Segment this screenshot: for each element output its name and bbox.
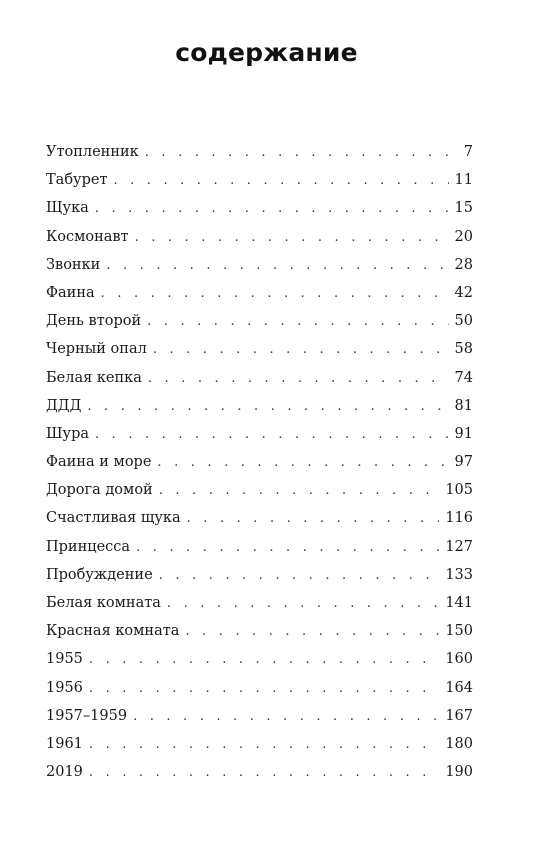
table-of-contents <box>46 144 473 792</box>
dot-leader <box>135 230 449 245</box>
page-title: содержание <box>175 38 358 67</box>
toc-entry-title: Фаина <box>46 284 95 301</box>
toc-entry-page-number: 180 <box>445 735 473 752</box>
toc-entry <box>46 510 473 538</box>
toc-entry-title: Черный опал <box>46 341 147 358</box>
toc-entry-title: Белая комната <box>46 595 161 611</box>
toc-entry-page-number: 141 <box>445 595 473 611</box>
toc-entry <box>46 567 473 595</box>
toc-entry <box>46 651 473 679</box>
toc-entry <box>46 144 473 172</box>
toc-entry <box>46 398 473 426</box>
dot-leader <box>148 371 449 386</box>
toc-entry-page-number: 116 <box>445 510 473 527</box>
toc-entry-page-number: 160 <box>445 651 473 668</box>
dot-leader <box>167 596 439 611</box>
toc-entry <box>46 257 473 285</box>
dot-leader <box>89 681 439 696</box>
toc-entry-page-number: 190 <box>445 764 473 781</box>
toc-entry-page-number: 91 <box>454 425 473 442</box>
dot-leader <box>106 258 448 273</box>
toc-entry-page-number: 50 <box>454 313 473 330</box>
toc-entry-title: Щука <box>46 200 89 217</box>
toc-entry-title: Белая кепка <box>46 369 142 386</box>
toc-entry <box>46 708 473 736</box>
toc-entry-title: Фаина и море <box>46 454 152 471</box>
toc-entry-title: Шура <box>46 425 90 442</box>
dot-leader <box>153 342 449 357</box>
toc-entry-title: ДДД <box>46 397 82 414</box>
toc-entry <box>46 764 473 792</box>
toc-entry-page-number: 11 <box>454 172 473 189</box>
dot-leader <box>113 173 448 188</box>
toc-entry-title: День второй <box>46 313 142 330</box>
toc-entry-page-number: 42 <box>454 284 473 301</box>
toc-entry-title: Принцесса <box>46 538 131 555</box>
dot-leader <box>185 624 439 639</box>
toc-entry <box>46 200 473 228</box>
dot-leader <box>89 652 439 667</box>
toc-entry-title: Счастливая щука <box>46 510 181 527</box>
toc-entry <box>46 172 473 200</box>
toc-entry-page-number: 15 <box>454 200 473 217</box>
toc-entry-page-number: 133 <box>445 566 473 583</box>
dot-leader <box>136 540 439 555</box>
dot-leader <box>95 427 449 442</box>
dot-leader <box>87 399 448 414</box>
toc-entry-page-number: 20 <box>454 228 473 245</box>
toc-entry-page-number: 81 <box>454 397 473 414</box>
dot-leader <box>145 145 453 160</box>
dot-leader <box>95 201 449 216</box>
toc-entry <box>46 482 473 510</box>
toc-entry-title: Табурет <box>46 172 108 189</box>
toc-entry <box>46 736 473 764</box>
toc-entry <box>46 285 473 313</box>
dot-leader <box>157 455 448 470</box>
dot-leader <box>89 765 439 780</box>
toc-entry-page-number: 74 <box>454 369 473 386</box>
toc-entry-page-number: 167 <box>445 707 473 724</box>
toc-entry-title: Пробуждение <box>46 566 153 583</box>
toc-entry-title: 1957–1959 <box>46 707 128 724</box>
toc-entry-title: Дорога домой <box>46 482 153 499</box>
toc-entry-title: Утопленник <box>46 144 139 160</box>
dot-leader <box>133 709 439 724</box>
dot-leader <box>159 568 440 583</box>
toc-entry-title: 1955 <box>46 651 83 668</box>
toc-entry-page-number: 58 <box>454 341 473 358</box>
toc-entry <box>46 454 473 482</box>
toc-entry-title: Красная комната <box>46 623 180 640</box>
toc-entry-page-number: 150 <box>445 623 473 640</box>
dot-leader <box>147 314 448 329</box>
toc-entry <box>46 539 473 567</box>
toc-entry-page-number: 127 <box>445 538 473 555</box>
toc-entry-title: 2019 <box>46 764 83 781</box>
toc-entry-title: Космонавт <box>46 228 129 245</box>
toc-entry-page-number: 28 <box>454 256 473 273</box>
dot-leader <box>101 286 449 301</box>
dot-leader <box>159 483 440 498</box>
toc-entry <box>46 595 473 623</box>
toc-entry-title: Звонки <box>46 256 101 273</box>
dot-leader <box>187 511 440 526</box>
toc-entry-title: 1956 <box>46 679 83 696</box>
toc-entry-page-number: 97 <box>454 454 473 471</box>
toc-entry <box>46 229 473 257</box>
toc-entry-page-number: 7 <box>463 144 473 160</box>
toc-entry <box>46 426 473 454</box>
toc-entry-page-number: 105 <box>445 482 473 499</box>
dot-leader <box>89 737 439 752</box>
toc-entry-title: 1961 <box>46 735 83 752</box>
toc-entry <box>46 370 473 398</box>
toc-entry <box>46 341 473 369</box>
toc-entry <box>46 623 473 651</box>
toc-entry <box>46 313 473 341</box>
toc-entry <box>46 680 473 708</box>
toc-entry-page-number: 164 <box>445 679 473 696</box>
